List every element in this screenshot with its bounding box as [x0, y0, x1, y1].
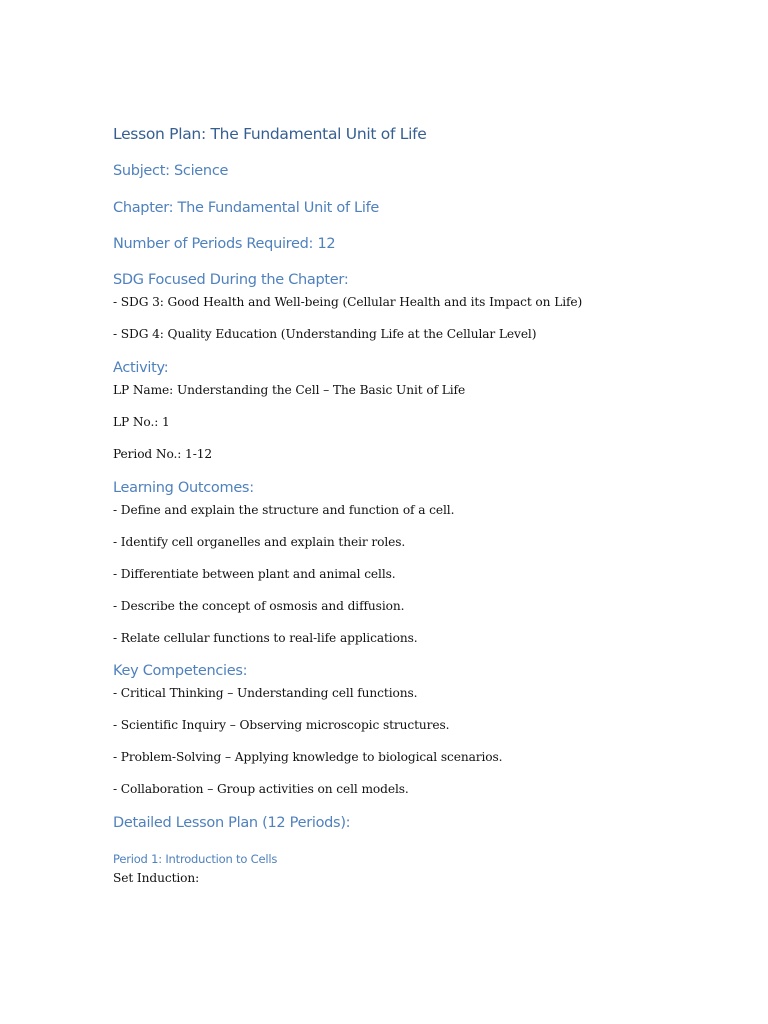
learning-outcomes-heading: Learning Outcomes:: [113, 480, 254, 496]
key-competency-item: - Collaboration – Group activities on cell models.: [113, 782, 409, 796]
set-induction-label: Set Induction:: [113, 871, 200, 885]
sdg-heading: SDG Focused During the Chapter:: [113, 272, 349, 288]
key-competency-item: - Critical Thinking – Understanding cell functions.: [113, 686, 418, 700]
period-number: Period No.: 1-12: [113, 447, 213, 461]
chapter-heading: Chapter: The Fundamental Unit of Life: [113, 200, 379, 216]
key-competency-item: - Problem-Solving – Applying knowledge to biological scenarios.: [113, 750, 503, 764]
key-competency-item: - Scientific Inquiry – Observing microscopic structures.: [113, 718, 450, 732]
period-1-heading: Period 1: Introduction to Cells: [113, 852, 278, 866]
detailed-plan-heading: Detailed Lesson Plan (12 Periods):: [113, 815, 351, 831]
learning-outcome-item: - Define and explain the structure and function of a cell.: [113, 503, 455, 517]
learning-outcome-item: - Identify cell organelles and explain their roles.: [113, 535, 406, 549]
sdg-item: - SDG 4: Quality Education (Understanding Life at the Cellular Level): [113, 327, 537, 341]
sdg-item: - SDG 3: Good Health and Well-being (Cellular Health and its Impact on Life): [113, 295, 583, 309]
learning-outcome-item: - Relate cellular functions to real-life applications.: [113, 631, 418, 645]
lp-name: LP Name: Understanding the Cell – The Basic Unit of Life: [113, 383, 466, 397]
document-title: Lesson Plan: The Fundamental Unit of Life: [113, 125, 427, 143]
key-competencies-heading: Key Competencies:: [113, 663, 248, 679]
learning-outcome-item: - Differentiate between plant and animal cells.: [113, 567, 396, 581]
lp-number: LP No.: 1: [113, 415, 170, 429]
subject-heading: Subject: Science: [113, 163, 229, 179]
learning-outcome-item: - Describe the concept of osmosis and diffusion.: [113, 599, 405, 613]
periods-required-heading: Number of Periods Required: 12: [113, 236, 336, 252]
activity-heading: Activity:: [113, 360, 169, 376]
